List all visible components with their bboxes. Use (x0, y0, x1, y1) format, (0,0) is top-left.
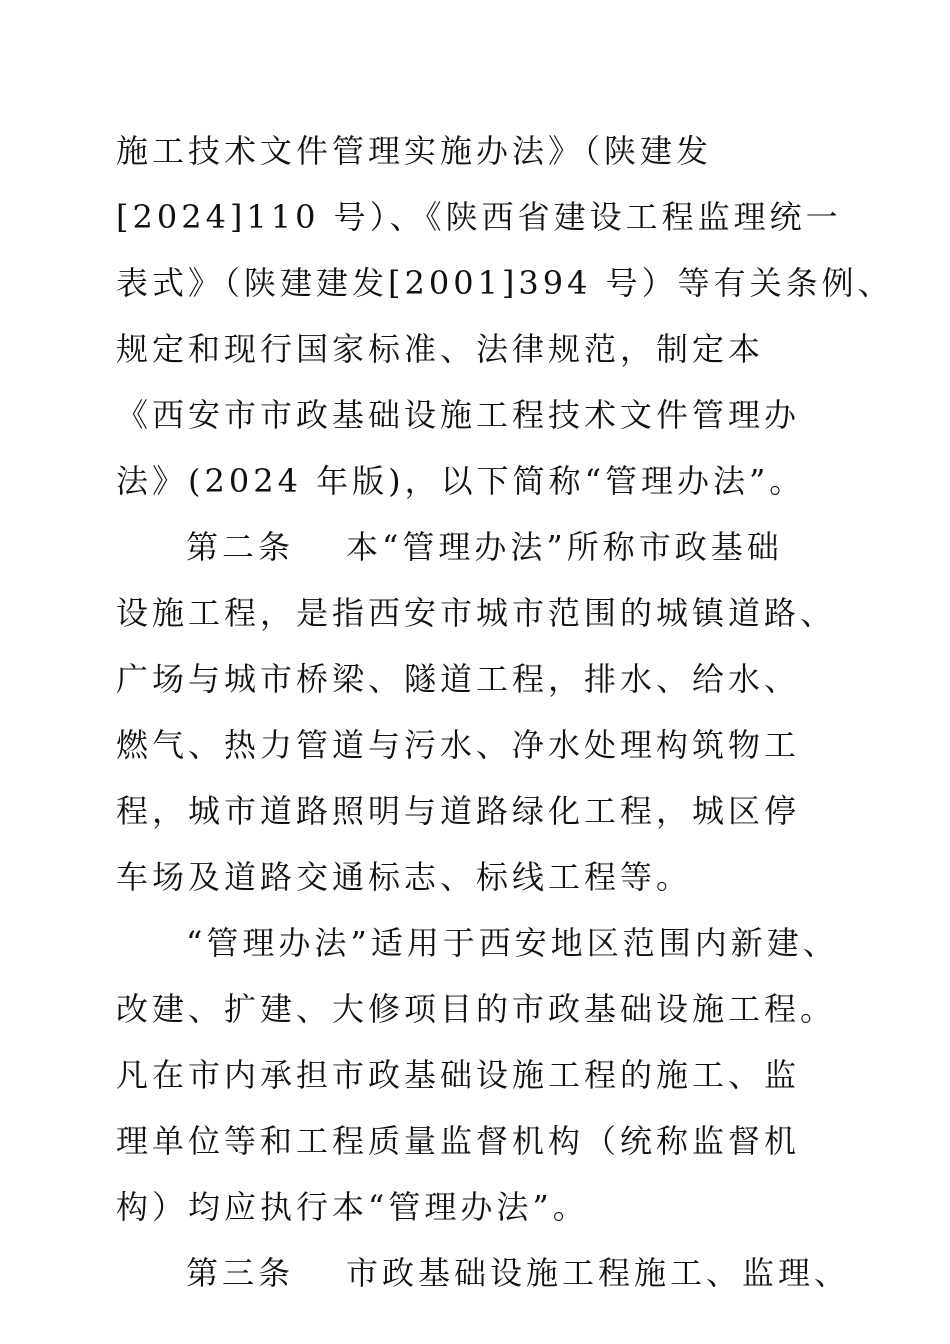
paragraph-line: 广场与城市桥梁、隧道工程，排水、给水、 (116, 660, 801, 698)
paragraph-line: 规定和现行国家标准、法律规范，制定本 (116, 330, 765, 368)
paragraph-line: 表式》（陕建建发[2001]394 号）等有关条例、 (116, 264, 894, 302)
document-body (116, 118, 894, 1306)
paragraph-line: 构）均应执行本“管理办法”。 (116, 1188, 589, 1226)
article-number: 第二条 (186, 528, 295, 566)
paragraph-line: 车场及道路交通标志、标线工程等。 (116, 858, 693, 896)
article-2-heading-line (116, 514, 836, 580)
article-text: 本“管理办法”所称市政基础 (346, 528, 783, 566)
applicability-first-line: “管理办法”适用于西安地区范围内新建、 (186, 924, 839, 962)
paragraph-line: 理单位等和工程质量监督机构（统称监督机 (116, 1122, 801, 1160)
paragraph-line: 改建、扩建、大修项目的市政基础设施工程。 (116, 990, 837, 1028)
paragraph-line: 燃气、热力管道与污水、净水处理构筑物工 (116, 726, 801, 764)
paragraph-line: 法》(2024 年版)，以下简称“管理办法”。 (116, 462, 806, 500)
paragraph-line: [2024]110 号）、《陕西省建设工程监理统一 (116, 198, 842, 236)
paragraph-line: 设施工程，是指西安市城市范围的城镇道路、 (116, 594, 837, 632)
paragraph-line: 施工技术文件管理实施办法》（陕建发 (116, 132, 713, 170)
article-text: 市政基础设施工程施工、监理、 (346, 1254, 851, 1292)
article-3-heading-line (116, 1240, 851, 1306)
article-number: 第三条 (186, 1254, 295, 1292)
paragraph-line: 程，城市道路照明与道路绿化工程，城区停 (116, 792, 801, 830)
paragraph-line: 凡在市内承担市政基础设施工程的施工、监 (116, 1056, 801, 1094)
paragraph-line: 《西安市市政基础设施工程技术文件管理办 (116, 396, 801, 434)
